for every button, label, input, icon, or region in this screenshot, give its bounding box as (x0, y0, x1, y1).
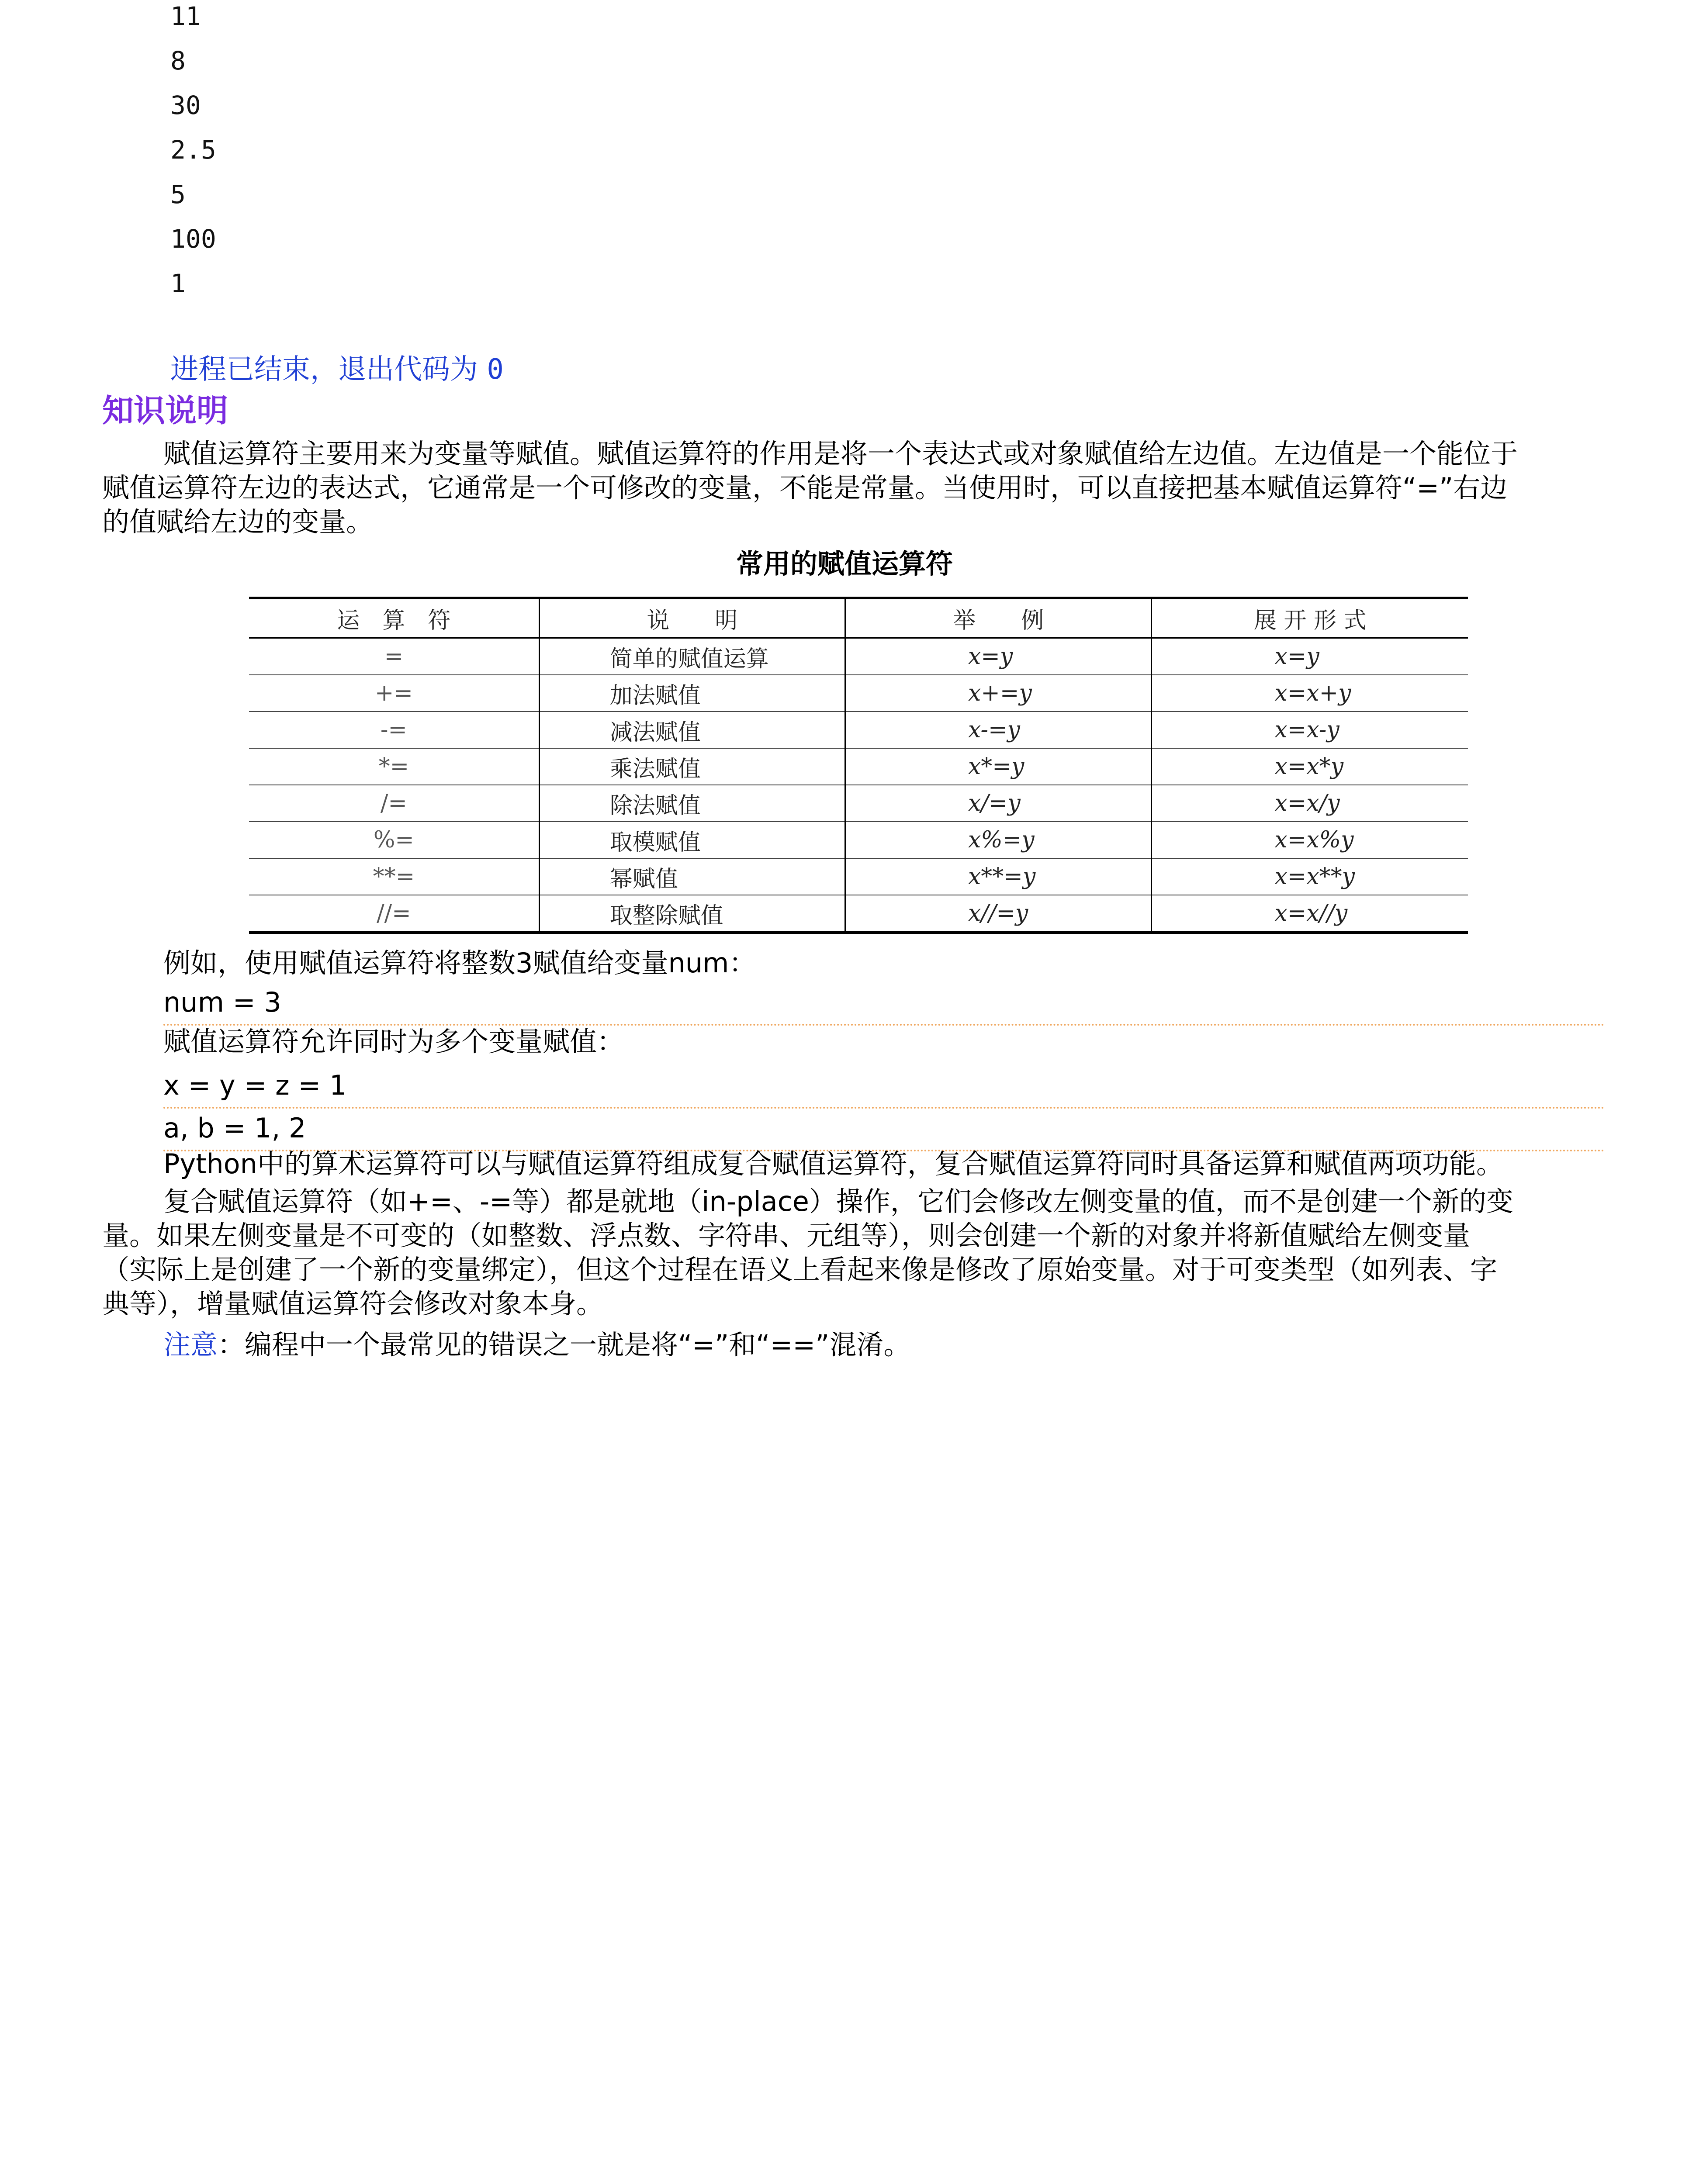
code-sample-chain: x = y = z = 1 (163, 1072, 1605, 1109)
cell-description: 乘法赋值 (539, 748, 845, 785)
section-title: 知识说明 (102, 392, 228, 429)
cell-example: x**=y (845, 858, 1151, 895)
header-example: 举 例 (845, 598, 1151, 638)
cell-example: x-=y (845, 712, 1151, 748)
cell-example: x//=y (845, 895, 1151, 933)
output-line: 30 (170, 90, 201, 120)
intro-line-1 (102, 437, 1588, 471)
output-line: 100 (170, 224, 216, 254)
intro-line-3: 的值赋给左边的变量。 (102, 506, 374, 538)
table-row (249, 748, 1468, 785)
table-row (249, 712, 1468, 748)
table-row (249, 858, 1468, 895)
output-line: 2.5 (170, 135, 216, 165)
cell-description: 除法赋值 (539, 785, 845, 822)
inplace-paragraph (102, 1185, 1588, 1321)
example-intro-text: 例如，使用赋值运算符将整数3赋值给变量num： (163, 947, 756, 979)
code-sample-tuple: a, b = 1, 2 (163, 1115, 1605, 1151)
cell-operator: += (249, 675, 539, 712)
cell-description: 简单的赋值运算 (539, 638, 845, 675)
cell-description: 加法赋值 (539, 675, 845, 712)
cell-expansion: x=x-y (1152, 712, 1468, 748)
cell-operator: /= (249, 785, 539, 822)
inplace-line-4: 典等），增量赋值运算符会修改对象本身。 (102, 1288, 604, 1320)
exit-code: 0 (487, 353, 504, 386)
table-row (249, 675, 1468, 712)
header-expansion: 展 开 形 式 (1152, 598, 1468, 638)
cell-expansion: x=x*y (1152, 748, 1468, 785)
table-row (249, 822, 1468, 858)
cell-expansion: x=x**y (1152, 858, 1468, 895)
cell-expansion: x=x%y (1152, 822, 1468, 858)
cell-example: x*=y (845, 748, 1151, 785)
cell-example: x/=y (845, 785, 1151, 822)
cell-example: x%=y (845, 822, 1151, 858)
header-description: 说 明 (539, 598, 845, 638)
note-text: ：编程中一个最常见的错误之一就是将“=”和“==”混淆。 (218, 1329, 911, 1361)
cell-operator: //= (249, 895, 539, 933)
compound-text: Python中的算术运算符可以与赋值运算符组成复合赋值运算符，复合赋值运算符同时具备运算和赋值两项功能。 (163, 1148, 1503, 1180)
inplace-line-1-text: 复合赋值运算符（如+=、-=等）都是就地（in-place）操作，它们会修改左侧变量的值，而不是创建一个新的变 (163, 1185, 1513, 1217)
cell-expansion: x=y (1152, 638, 1468, 675)
table-header-row (249, 598, 1468, 638)
cell-description: 幂赋值 (539, 858, 845, 895)
output-line: 11 (170, 1, 201, 31)
example-paragraph (102, 946, 1588, 980)
header-operator: 运 算 符 (249, 598, 539, 638)
output-line: 5 (170, 180, 186, 209)
cell-example: x+=y (845, 675, 1151, 712)
output-line: 8 (170, 46, 186, 76)
note-paragraph (102, 1328, 1588, 1362)
table-row (249, 785, 1468, 822)
exit-message (170, 353, 504, 386)
cell-expansion: x=x/y (1152, 785, 1468, 822)
cell-expansion: x=x+y (1152, 675, 1468, 712)
intro-line-2: 赋值运算符左边的表达式，它通常是一个可修改的变量，不能是常量。当使用时，可以直接把基本赋值运算符“=”右边 (102, 472, 1508, 504)
cell-expansion: x=x//y (1152, 895, 1468, 933)
output-line: 1 (170, 269, 186, 298)
intro-paragraph (102, 437, 1588, 539)
cell-description: 取模赋值 (539, 822, 845, 858)
multi-assign-text: 赋值运算符允许同时为多个变量赋值： (163, 1026, 624, 1057)
inplace-line-3: （实际上是创建了一个新的变量绑定），但这个过程在语义上看起来像是修改了原始变量。对于可变类型（如列表、字 (102, 1254, 1498, 1286)
inplace-line-1 (102, 1185, 1588, 1219)
intro-line-1-text: 赋值运算符主要用来为变量等赋值。赋值运算符的作用是将一个表达式或对象赋值给左边值。左边值是一个能位于 (163, 438, 1518, 470)
cell-operator: -= (249, 712, 539, 748)
cell-operator: %= (249, 822, 539, 858)
inplace-line-2: 量。如果左侧变量是不可变的（如整数、浮点数、字符串、元组等），则会创建一个新的对象并将新值赋给左侧变量 (102, 1220, 1471, 1251)
cell-operator: *= (249, 748, 539, 785)
table-caption: 常用的赋值运算符 (736, 548, 953, 580)
exit-message-text: 进程已结束，退出代码为 (170, 353, 487, 386)
cell-description: 减法赋值 (539, 712, 845, 748)
cell-operator: **= (249, 858, 539, 895)
code-sample-num: num = 3 (163, 989, 1605, 1026)
cell-operator: = (249, 638, 539, 675)
table-row (249, 895, 1468, 933)
compound-paragraph (102, 1147, 1588, 1181)
cell-example: x=y (845, 638, 1151, 675)
table-row (249, 638, 1468, 675)
cell-description: 取整除赋值 (539, 895, 845, 933)
note-label: 注意 (163, 1329, 218, 1361)
multi-assign-paragraph (102, 1025, 1588, 1059)
assignment-operators-table (249, 597, 1468, 934)
